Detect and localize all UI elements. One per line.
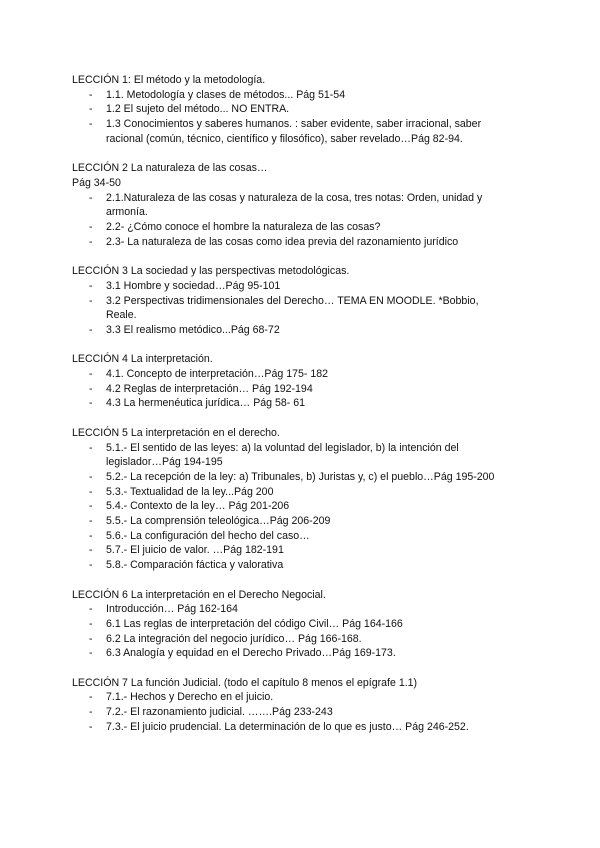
list-item: - 1.2 El sujeto del método... NO ENTRA. <box>72 102 512 117</box>
list-item: - 6.1 Las reglas de interpretación del código Civil… Pág 164-166 <box>72 617 512 632</box>
list-item: - 7.2.- El razonamiento judicial. …….Pág 233-243 <box>72 705 512 720</box>
lesson-6 <box>72 588 512 662</box>
list-item: - 4.3 La hermenéutica jurídica… Pág 58- 61 <box>72 396 512 411</box>
list-item: - 5.5.- La comprensión teleológica…Pág 206-209 <box>72 514 512 529</box>
list-item: - 5.8.- Comparación fáctica y valorativa <box>72 558 512 573</box>
lesson-title: LECCIÓN 2 La naturaleza de las cosas… <box>72 162 268 175</box>
topic-list <box>72 191 512 250</box>
lesson-page-range: Pág 34-50 <box>72 176 121 189</box>
list-item: - 3.1 Hombre y sociedad…Pág 95-101 <box>72 279 512 294</box>
list-item: - 3.3 El realismo metódico...Pág 68-72 <box>72 323 512 338</box>
topic-list <box>72 602 512 661</box>
lesson-3 <box>72 264 512 338</box>
list-item: - 5.1.- El sentido de las leyes: a) la voluntad del legislador, b) la intención del legislador…Pág 194-195 <box>72 441 512 470</box>
list-item: - 1.1. Metodología y clases de métodos... Pág 51-54 <box>72 88 512 103</box>
lesson-4 <box>72 352 512 411</box>
lesson-1 <box>72 73 512 147</box>
list-item: - 3.2 Perspectivas tridimensionales del Derecho… TEMA EN MOODLE. *Bobbio, Reale. <box>72 294 512 323</box>
list-item: - Introducción… Pág 162-164 <box>72 602 512 617</box>
lesson-title: LECCIÓN 4 La interpretación. <box>72 353 213 366</box>
list-item: - 1.3 Conocimientos y saberes humanos. : saber evidente, saber irracional, saber racional (común, técnico, científico y filosófico), saber revelado…Pág 82-94. <box>72 117 512 146</box>
topic-list <box>72 88 512 147</box>
lesson-5 <box>72 426 512 573</box>
list-item: - 2.1.Naturaleza de las cosas y naturaleza de la cosa, tres notas: Orden, unidad y armonía. <box>72 191 512 220</box>
list-item: - 5.3.- Textualidad de la ley...Pág 200 <box>72 485 512 500</box>
list-item: - 7.3.- El juicio prudencial. La determinación de lo que es justo… Pág 246-252. <box>72 720 512 735</box>
lesson-title: LECCIÓN 3 La sociedad y las perspectivas metodológicas. <box>72 265 350 278</box>
list-item: - 7.1.- Hechos y Derecho en el juicio. <box>72 690 512 705</box>
list-item: - 5.7.- El juicio de valor. …Pág 182-191 <box>72 543 512 558</box>
topic-list <box>72 279 512 338</box>
topic-list <box>72 441 512 573</box>
list-item: - 2.2- ¿Cómo conoce el hombre la naturaleza de las cosas? <box>72 220 512 235</box>
list-item: - 6.3 Analogía y equidad en el Derecho Privado…Pág 169-173. <box>72 646 512 661</box>
list-item: - 4.2 Reglas de interpretación… Pág 192-194 <box>72 382 512 397</box>
lesson-title: LECCIÓN 7 La función Judicial. (todo el capítulo 8 menos el epígrafe 1.1) <box>72 676 418 689</box>
lesson-title: LECCIÓN 1: El método y la metodología. <box>72 74 266 86</box>
lesson-title: LECCIÓN 5 La interpretación en el derecho. <box>72 426 280 439</box>
syllabus <box>72 73 512 749</box>
list-item: - 5.2.- La recepción de la ley: a) Tribunales, b) Juristas y, c) el pueblo…Pág 195-200 <box>72 470 512 485</box>
list-item: - 5.4.- Contexto de la ley… Pág 201-206 <box>72 499 512 514</box>
topic-list <box>72 367 512 411</box>
list-item: - 4.1. Concepto de interpretación…Pág 175- 182 <box>72 367 512 382</box>
topic-list <box>72 690 512 734</box>
list-item: - 2.3- La naturaleza de las cosas como idea previa del razonamiento jurídico <box>72 235 512 250</box>
lesson-7 <box>72 676 512 735</box>
list-item: - 6.2 La integración del negocio jurídico… Pág 166-168. <box>72 632 512 647</box>
lesson-2 <box>72 161 512 249</box>
lesson-title: LECCIÓN 6 La interpretación en el Derecho Negocial. <box>72 588 326 601</box>
list-item: - 5.6.- La configuración del hecho del caso… <box>72 529 512 544</box>
